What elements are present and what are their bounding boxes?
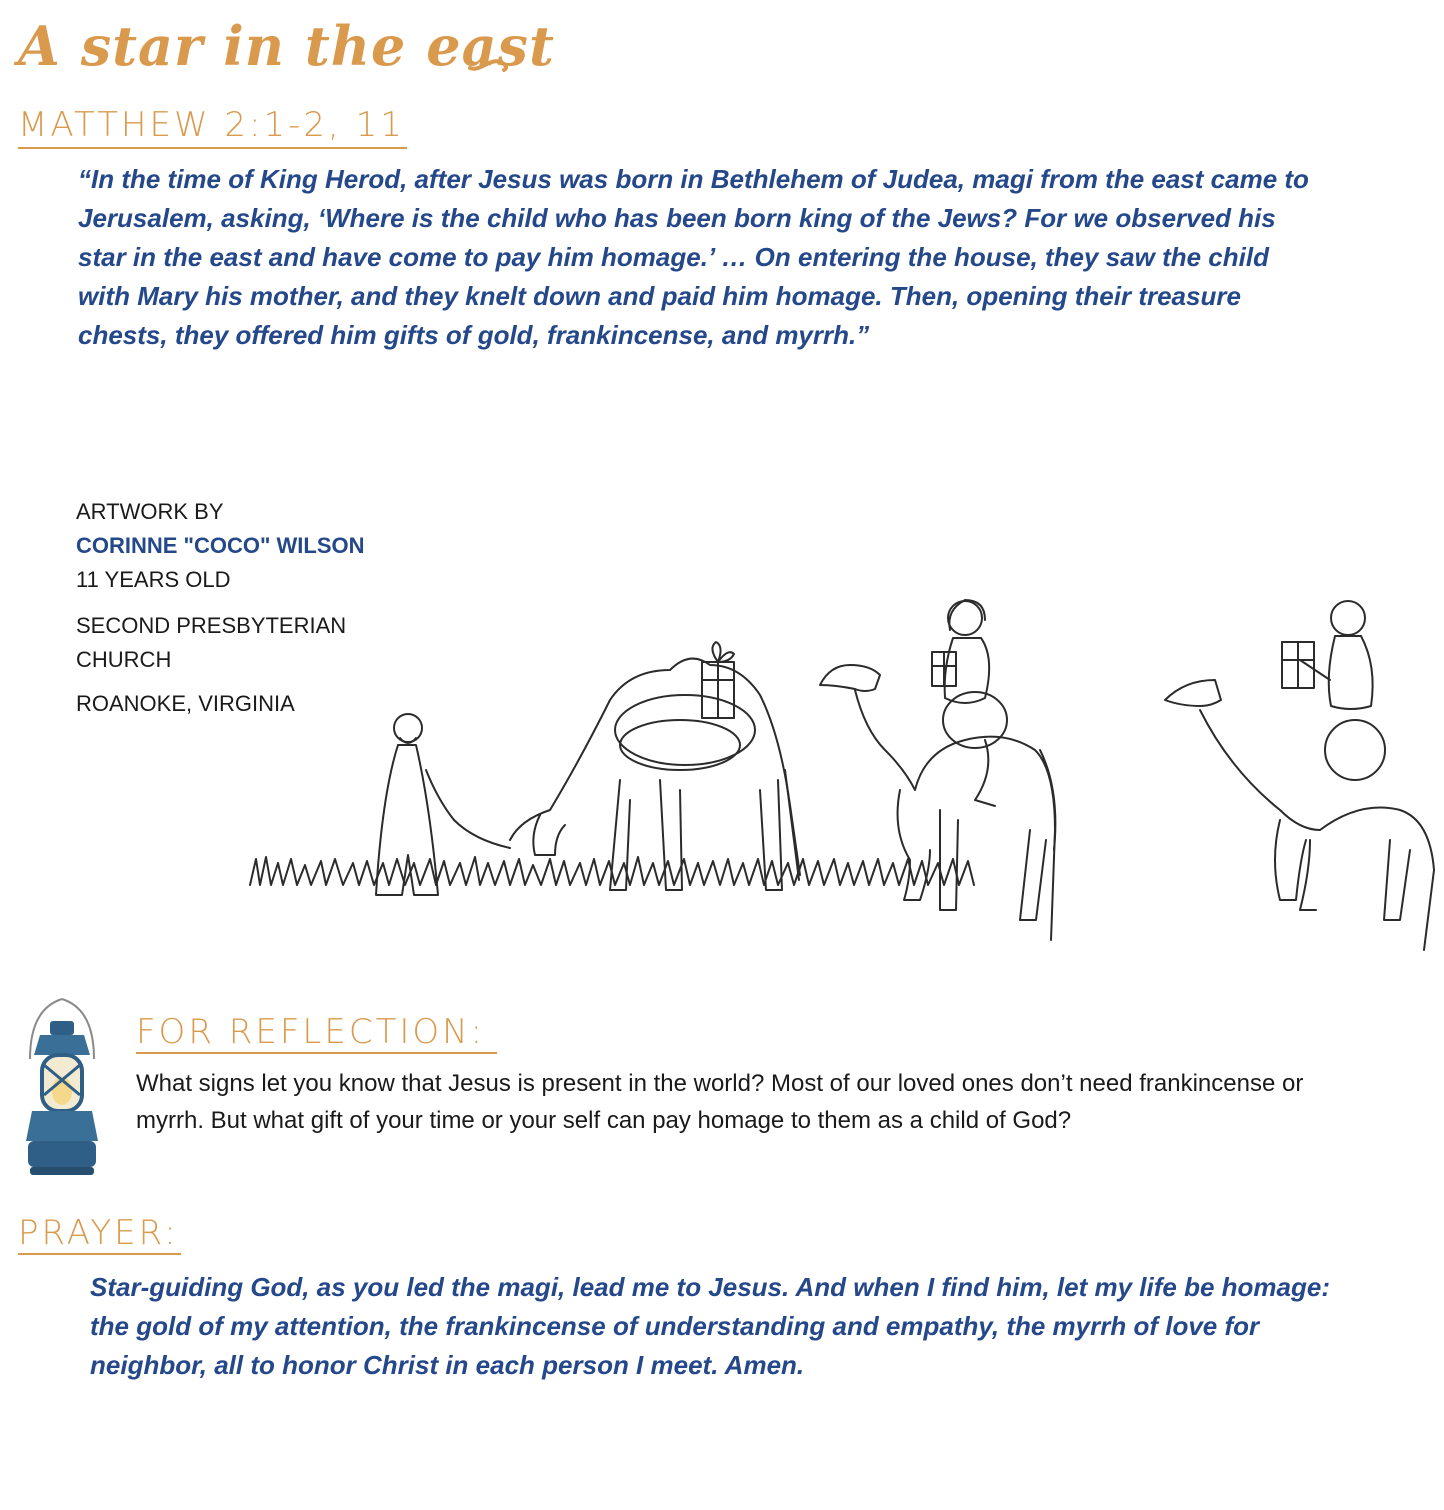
title-swash-flourish (468, 52, 510, 74)
artist-location: ROANOKE, VIRGINIA (76, 691, 295, 716)
reflection-text: What signs let you know that Jesus is present in the world? Most of our loved ones don’t need frankincense or myrrh. But what gift of your time or your self can pay homage to them as a child of God? (136, 1070, 1304, 1134)
scripture-quote: “In the time of King Herod, after Jesus was born in Bethlehem of Judea, magi from the east came to Jerusalem, asking, ‘Where is the child who has been born king of the Jews? For we observed his star in the east and have come to pay him homage.’ … On entering the house, they saw the child with Mary his mother, and they knelt down and paid him homage. Then, opening their treasure chests, they offered him gifts of gold, frankincense, and myrrh.” (78, 164, 1309, 350)
magi-camel-drawing (240, 570, 1435, 960)
artist-church: SECOND PRESBYTERIAN CHURCH (76, 613, 347, 672)
rider-1 (932, 600, 1007, 806)
artist-name: CORINNE "COCO" WILSON (76, 533, 365, 558)
prayer-text: Star-guiding God, as you led the magi, lead me to Jesus. And when I find him, let my life be homage: the gold of my attention, the frankincense of understanding and empathy, the myrrh of love for neighbor, all to honor Christ in each person I meet. Amen. (90, 1272, 1330, 1380)
scripture-reference: MATTHEW 2:1-2, 11 (18, 105, 407, 149)
prayer-heading: PRAYER: (18, 1213, 179, 1253)
camel-3 (1165, 601, 1434, 950)
reflection-heading: FOR REFLECTION: (136, 1012, 497, 1054)
rider-2 (1282, 601, 1385, 780)
artist-age: 11 YEARS OLD (76, 567, 231, 592)
lantern-icon (20, 993, 104, 1179)
artwork-credit-label: ARTWORK BY (76, 499, 224, 524)
camel-1 (510, 642, 800, 890)
camel-2 (820, 600, 1055, 940)
page-title: A star in the east (18, 14, 555, 78)
